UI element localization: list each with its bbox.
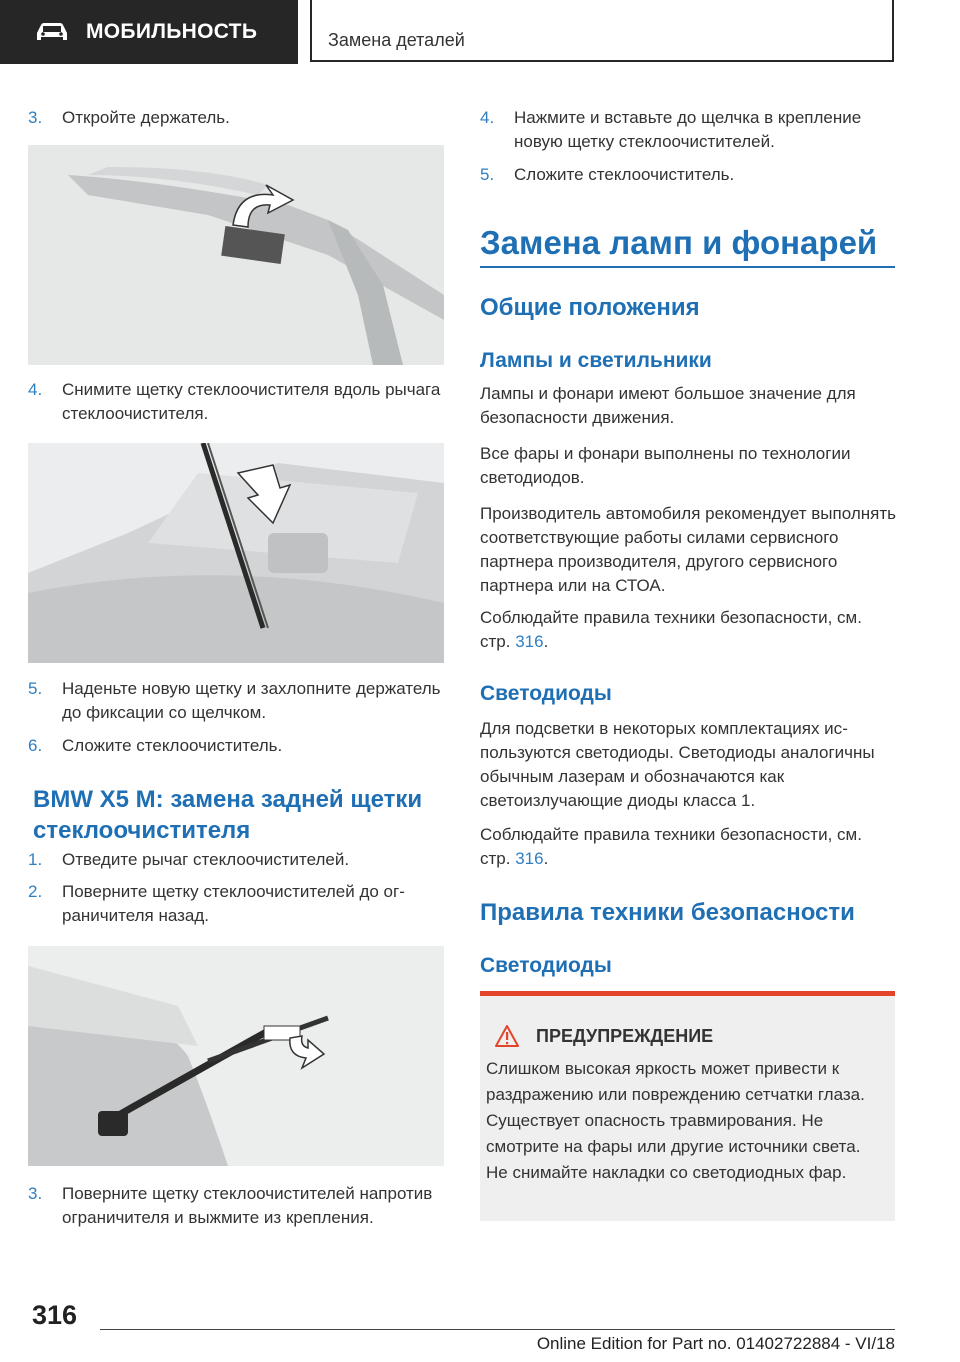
safety-ref-end: . [543,632,549,651]
heading-rule [480,266,895,268]
paragraph-safety-ref-2 [480,823,896,871]
step-number: 5. [480,165,495,184]
step-1-rear [28,848,444,872]
step-number: 4. [480,108,495,127]
heading-lamps-fixtures: Лампы и светильники [480,349,712,372]
safety-ref-text: Соблюдайте правила техники безопасности, см. стр. [480,608,862,651]
step-2-rear [28,880,444,928]
step-number: 2. [28,882,43,901]
heading-leds: Светодиоды [480,682,612,705]
step-5-rear-fold [480,163,896,187]
page-link-316[interactable]: 316 [515,849,544,868]
step-text: Поверните щетку стеклоочистителей напротив ограничителя и выжмите из крепления. [62,1184,433,1227]
safety-ref-text: Соблюдайте правила техники безопасности, см. стр. [480,825,862,868]
step-number: 1. [28,850,43,869]
paragraph-recommendation: Производитель автомобиля рекомендует выполнять соответствующие работы силами сервисного партнера производителя, другого сервисного партнера или на СТОА. [480,504,896,595]
step-4-remove-blade [28,378,444,426]
step-text: Сложите стеклоочиститель. [514,165,735,184]
warning-text: Слишком высокая яркость может привести к раздражению или повреждению сетчатки глаза. Существует опасность травмирования. Не смотрите на фары или другие источники света. Не снимайте накладки со светодиодных фар. [486,1059,865,1182]
step-text: Снимите щетку стеклоочистителя вдоль рычага стеклоочистителя. [62,380,441,423]
step-text: Отведите рычаг стеклоочистителей. [62,850,350,869]
step-5-install-blade [28,677,444,725]
page-link-316[interactable]: 316 [515,632,544,651]
chapter-header [310,0,894,62]
step-number: 3. [28,1184,43,1203]
step-number: 3. [28,108,43,127]
section-title: МОБИЛЬНОСТЬ [86,20,258,43]
step-3-open-holder [28,106,444,130]
warning-header [494,1024,713,1048]
step-text: Поверните щетку стеклоочистителей до ограничителя назад. [62,882,405,925]
step-6-fold-wiper [28,734,444,758]
heading-leds-2: Светодиоды [480,954,612,977]
paragraph-importance: Лампы и фонари имеют большое значение для безопасности движения. [480,384,856,427]
paragraph-led-technology: Все фары и фонари выполнены по технологии светодиодов. [480,444,851,487]
safety-ref-end: . [543,849,549,868]
figure-windshield-wiper [28,443,444,663]
figure-wiper-holder [28,145,444,365]
warning-box [480,991,895,1221]
car-icon [34,21,70,43]
chapter-title: Замена деталей [328,30,465,50]
figure-rear-wiper [28,946,444,1166]
heading-safety-rules: Правила техники безопасности [480,899,855,926]
step-text: Наденьте новую щетку и захлопните держатель до фиксации со щелчком. [62,679,441,722]
heading-rear-wiper: BMW X5 M: замена задней щетки стеклоочистителя [33,786,423,844]
step-text: Нажмите и вставьте до щелчка в крепление новую щетку стеклоочистителей. [514,108,862,151]
warning-triangle-icon [494,1024,520,1048]
step-number: 6. [28,736,43,755]
paragraph-safety-ref [480,606,896,654]
step-number: 4. [28,380,43,399]
heading-lamps: Замена ламп и фонарей [480,224,878,261]
section-tab [0,0,298,64]
step-4-rear-insert [480,106,896,154]
warning-title: ПРЕДУПРЕЖДЕНИЕ [536,1025,714,1046]
step-text: Откройте держатель. [62,108,230,127]
step-text: Сложите стеклоочиститель. [62,736,283,755]
footer-edition: Online Edition for Part no. 01402722884 - VI/18 [536,1334,895,1353]
paragraph-leds: Для подсветки в некоторых комплектациях используются светодиоды. Светодиоды аналогичны обычным лазерам и обозначаются как светоизлучающие диоды класса 1. [480,719,875,810]
step-number: 5. [28,679,43,698]
page-number: 316 [32,1300,78,1330]
heading-general: Общие положения [480,294,700,321]
step-3-rear-remove [28,1182,444,1230]
footer-rule [100,1329,895,1330]
